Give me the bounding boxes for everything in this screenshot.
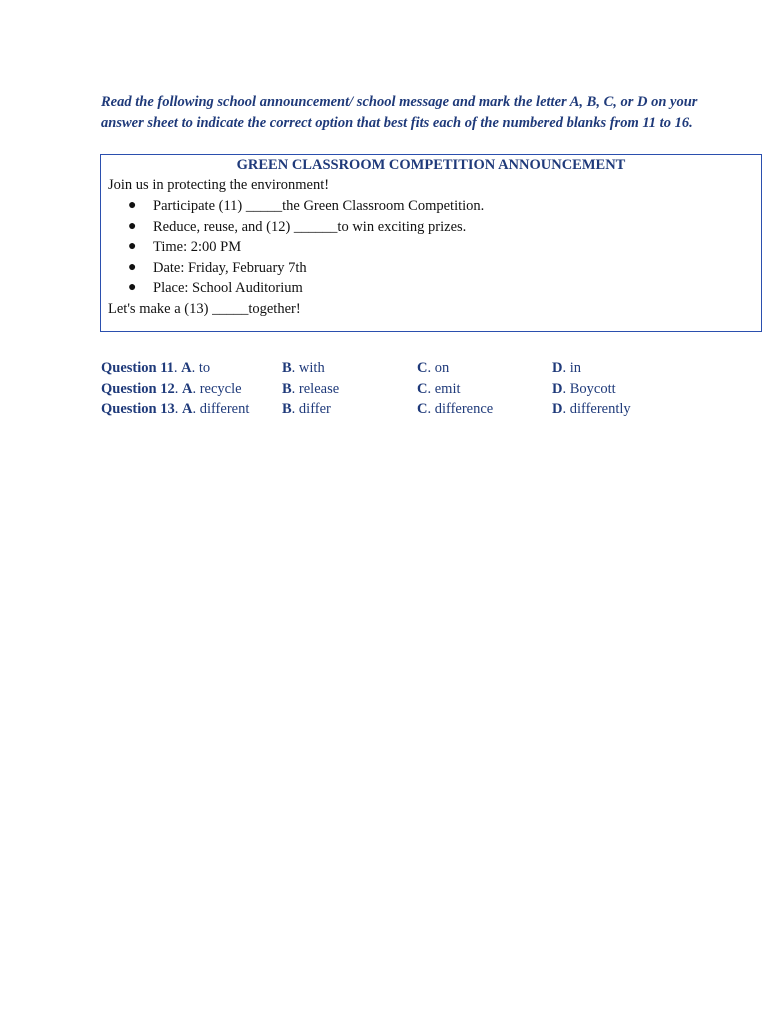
bullet-icon: ● bbox=[128, 198, 137, 213]
option-c: C. on bbox=[417, 360, 450, 376]
announcement-outro: Let's make a (13) _____together! bbox=[108, 300, 301, 317]
option-b: B. differ bbox=[282, 401, 331, 418]
announcement-item: ● Date: Friday, February 7th bbox=[101, 258, 761, 279]
question-row bbox=[101, 399, 701, 420]
announcement-intro: Join us in protecting the environment! bbox=[108, 177, 330, 193]
announcement-item: ● Participate (11) _____the Green Classroom Competition. bbox=[101, 196, 761, 217]
instruction-text: Read the following school announcement/ school message and mark the letter A, B, C, or D on your answer sheet to indicate the correct option that best fits each of the numbered blanks from 11 to 16. bbox=[101, 94, 698, 131]
announcement-box bbox=[100, 154, 762, 332]
announcement-title: GREEN CLASSROOM COMPETITION ANNOUNCEMENT bbox=[236, 157, 626, 173]
bullet-icon: ● bbox=[128, 218, 137, 234]
option-d: D. in bbox=[552, 360, 582, 376]
question-row bbox=[101, 379, 701, 400]
announcement-item: ● Place: School Auditorium bbox=[101, 278, 761, 299]
option-c: C. emit bbox=[417, 380, 461, 397]
option-a: Question 11. A. to bbox=[101, 360, 211, 376]
question-row bbox=[101, 358, 701, 379]
bullet-icon: ● bbox=[128, 259, 137, 275]
option-a: Question 12. A. recycle bbox=[101, 380, 242, 397]
option-b: B. release bbox=[282, 380, 340, 397]
bullet-icon: ● bbox=[128, 239, 137, 255]
option-b: B. with bbox=[282, 360, 325, 376]
bullet-icon: ● bbox=[128, 280, 137, 296]
announcement-list bbox=[101, 196, 761, 299]
option-c: C. difference bbox=[417, 401, 494, 418]
option-a: Question 13. A. different bbox=[101, 401, 250, 418]
option-d: D. Boycott bbox=[552, 380, 616, 397]
announcement-item: ● Reduce, reuse, and (12) ______to win exciting prizes. bbox=[101, 217, 761, 238]
announcement-item: ● Time: 2:00 PM bbox=[101, 237, 761, 258]
option-d: D. differently bbox=[552, 401, 631, 418]
question-list bbox=[101, 358, 701, 420]
